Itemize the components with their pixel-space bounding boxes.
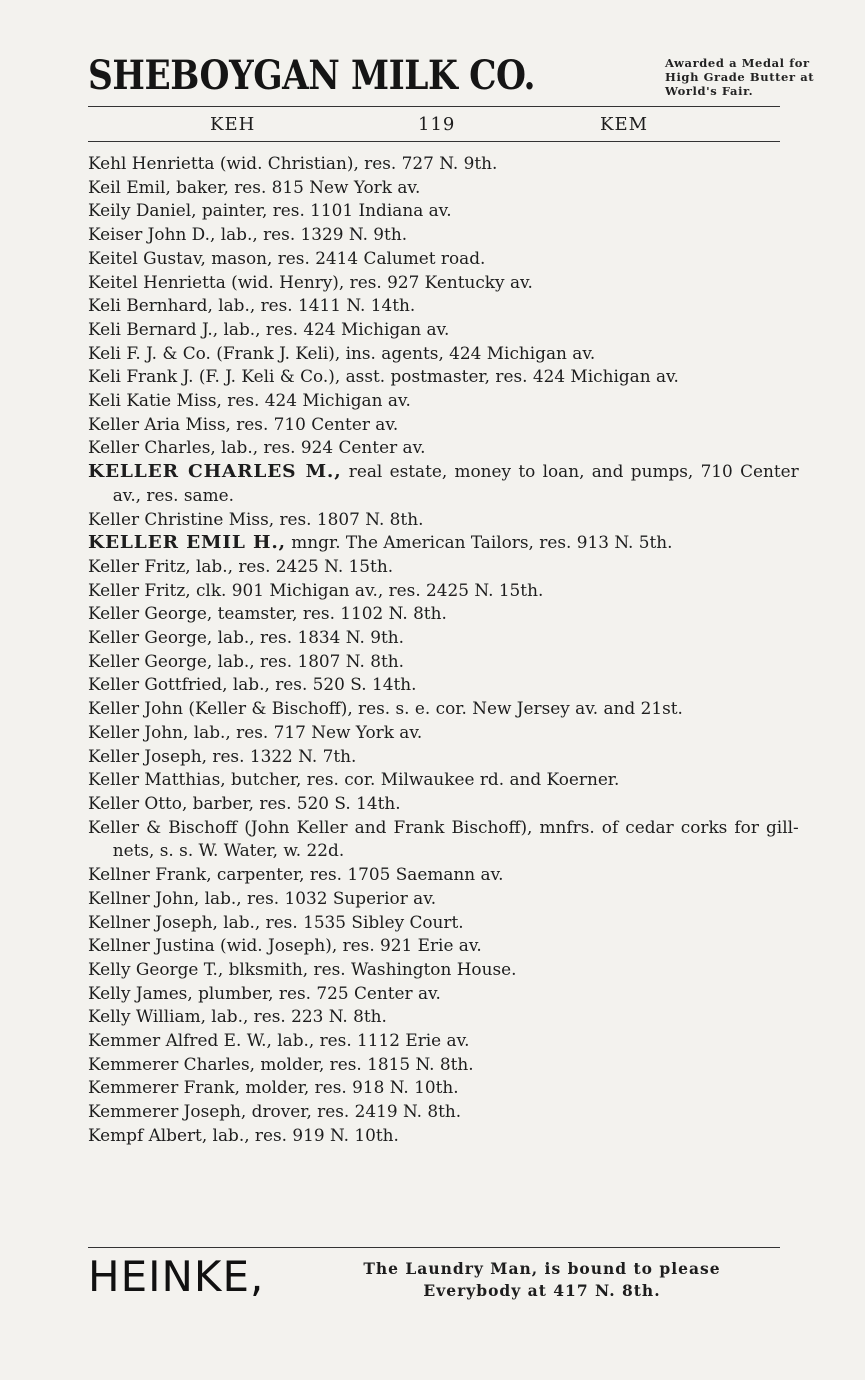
entry-text: Keiser John D., lab., res. 1329 N. 9th. — [88, 225, 408, 245]
entry-text: Kellner Joseph, lab., res. 1535 Sibley Court. — [88, 912, 464, 932]
entry-text: Keller Christine Miss, res. 1807 N. 8th. — [88, 509, 424, 529]
footer-advertisement — [88, 1248, 780, 1308]
directory-entry — [88, 413, 799, 437]
header-ad-slogan-line: High Grade Butter at — [665, 70, 815, 84]
entry-text: Keil Emil, baker, res. 815 New York av. — [88, 177, 421, 197]
running-head-right: KEM — [600, 114, 649, 135]
entry-text: Keller John (Keller & Bischoff), res. s. e. cor. New Jersey av. and 21st. — [88, 699, 683, 719]
running-head-left: KEH — [210, 114, 256, 135]
directory-entry — [88, 934, 799, 958]
entry-text: Keitel Henrietta (wid. Henry), res. 927 Kentucky av. — [88, 272, 533, 292]
directory-entry — [88, 982, 799, 1006]
entry-text: Keller Charles, lab., res. 924 Center av. — [88, 438, 426, 458]
directory-entry — [88, 531, 799, 555]
directory-entry — [88, 626, 799, 650]
directory-entry — [88, 673, 799, 697]
directory-entry — [88, 1076, 799, 1100]
entry-text: Kehl Henrietta (wid. Christian), res. 727 N. 9th. — [88, 154, 498, 173]
directory-entry — [88, 1124, 799, 1148]
entry-text: Kellner Frank, carpenter, res. 1705 Saemann av. — [88, 865, 504, 885]
directory-entry — [88, 602, 799, 626]
directory-entry — [88, 247, 799, 271]
entry-text: Keller Gottfried, lab., res. 520 S. 14th. — [88, 675, 417, 695]
directory-entry — [88, 579, 799, 603]
header-ad-slogan-line: World's Fair. — [665, 84, 754, 98]
directory-entry — [88, 199, 799, 223]
page-number: 119 — [418, 114, 456, 135]
entry-text: Kelly William, lab., res. 223 N. 8th. — [88, 1007, 387, 1027]
header-ad-slogan-line: Awarded a Medal for — [665, 56, 810, 70]
directory-entry — [88, 436, 799, 460]
directory-entry — [88, 318, 799, 342]
running-head — [88, 112, 780, 138]
directory-entry — [88, 1100, 799, 1124]
entry-text: Keller Joseph, res. 1322 N. 7th. — [88, 746, 357, 766]
header-advertisement — [88, 52, 815, 102]
footer-ad-tagline — [306, 1258, 778, 1302]
directory-entry — [88, 863, 799, 887]
entry-bold-name: KELLER EMIL H., — [88, 532, 286, 554]
directory-entry — [88, 1029, 799, 1053]
header-rule — [88, 106, 780, 107]
directory-entry — [88, 176, 799, 200]
directory-entry — [88, 650, 799, 674]
entry-text: mngr. The American Tailors, res. 913 N. 5th. — [285, 533, 673, 553]
directory-entry — [88, 1053, 799, 1077]
footer-ad-brand: HEINKE, — [88, 1252, 265, 1301]
directory-entry — [88, 768, 799, 792]
directory-entry — [88, 389, 799, 413]
entry-text: Keily Daniel, painter, res. 1101 Indiana av. — [88, 201, 452, 221]
entry-text: real estate, money to loan, and pumps, 710 Center av., res. same. — [112, 462, 799, 505]
entry-text: Keller Fritz, clk. 901 Michigan av., res. 2425 N. 15th. — [88, 580, 544, 600]
directory-entry — [88, 1005, 799, 1029]
entry-text: Keller Fritz, lab., res. 2425 N. 15th. — [88, 556, 394, 576]
entry-text: Keli Frank J. (F. J. Keli & Co.), asst. postmaster, res. 424 Michigan av. — [88, 367, 679, 387]
header-ad-brand: SHEBOYGAN MILK CO. — [88, 52, 536, 99]
entry-text: Kelly James, plumber, res. 725 Center av. — [88, 983, 441, 1003]
entry-text: Keli F. J. & Co. (Frank J. Keli), ins. agents, 424 Michigan av. — [88, 343, 596, 363]
directory-entry — [88, 365, 799, 389]
entry-text: Kemmerer Joseph, drover, res. 2419 N. 8th. — [88, 1102, 462, 1122]
directory-entry — [88, 958, 799, 982]
entry-text: Kemmer Alfred E. W., lab., res. 1112 Erie av. — [88, 1031, 470, 1051]
footer-ad-tagline-line: Everybody at 417 N. 8th. — [423, 1281, 661, 1300]
entry-text: Kemmerer Frank, molder, res. 918 N. 10th. — [88, 1078, 459, 1098]
directory-entry — [88, 342, 799, 366]
entry-text: Keitel Gustav, mason, res. 2414 Calumet road. — [88, 248, 486, 268]
running-head-rule — [88, 141, 780, 142]
entry-text: Kellner Justina (wid. Joseph), res. 921 Erie av. — [88, 936, 482, 956]
directory-entry — [88, 271, 799, 295]
directory-entry — [88, 152, 799, 176]
entry-text: Kempf Albert, lab., res. 919 N. 10th. — [88, 1125, 399, 1145]
directory-entry — [88, 294, 799, 318]
entry-text: Keller Aria Miss, res. 710 Center av. — [88, 414, 399, 434]
entry-text: Keller Otto, barber, res. 520 S. 14th. — [88, 793, 401, 813]
directory-entry — [88, 745, 799, 769]
entry-text: Keller John, lab., res. 717 New York av. — [88, 722, 423, 742]
entry-text: Keller George, teamster, res. 1102 N. 8th. — [88, 604, 447, 624]
entry-text: Keli Bernhard, lab., res. 1411 N. 14th. — [88, 296, 416, 316]
directory-entry — [88, 555, 799, 579]
directory-entry — [88, 460, 799, 507]
entry-text: Keller George, lab., res. 1834 N. 9th. — [88, 628, 404, 648]
header-ad-slogan — [665, 56, 865, 98]
entry-bold-name: KELLER CHARLES M., — [88, 461, 342, 483]
directory-entry — [88, 911, 799, 935]
entry-text: Keller & Bischoff (John Keller and Frank Bischoff), mnfrs. of cedar corks for gill-nets, s. s. W. Water, w. 22d. — [88, 817, 799, 861]
entry-text: Kelly George T., blksmith, res. Washington House. — [88, 959, 517, 979]
entry-text: Keller George, lab., res. 1807 N. 8th. — [88, 651, 404, 671]
entry-text: Keli Bernard J., lab., res. 424 Michigan av. — [88, 319, 450, 339]
directory-entry — [88, 792, 799, 816]
directory-entry — [88, 887, 799, 911]
directory-entries — [88, 152, 799, 1148]
directory-entry — [88, 721, 799, 745]
entry-text: Kellner John, lab., res. 1032 Superior av. — [88, 888, 437, 908]
entry-text: Kemmerer Charles, molder, res. 1815 N. 8th. — [88, 1054, 474, 1074]
directory-entry — [88, 816, 799, 863]
directory-entry — [88, 223, 799, 247]
directory-entry — [88, 697, 799, 721]
directory-entry — [88, 508, 799, 532]
entry-text: Keller Matthias, butcher, res. cor. Milwaukee rd. and Koerner. — [88, 770, 620, 790]
footer-ad-tagline-line: The Laundry Man, is bound to please — [363, 1259, 721, 1278]
entry-text: Keli Katie Miss, res. 424 Michigan av. — [88, 391, 411, 411]
